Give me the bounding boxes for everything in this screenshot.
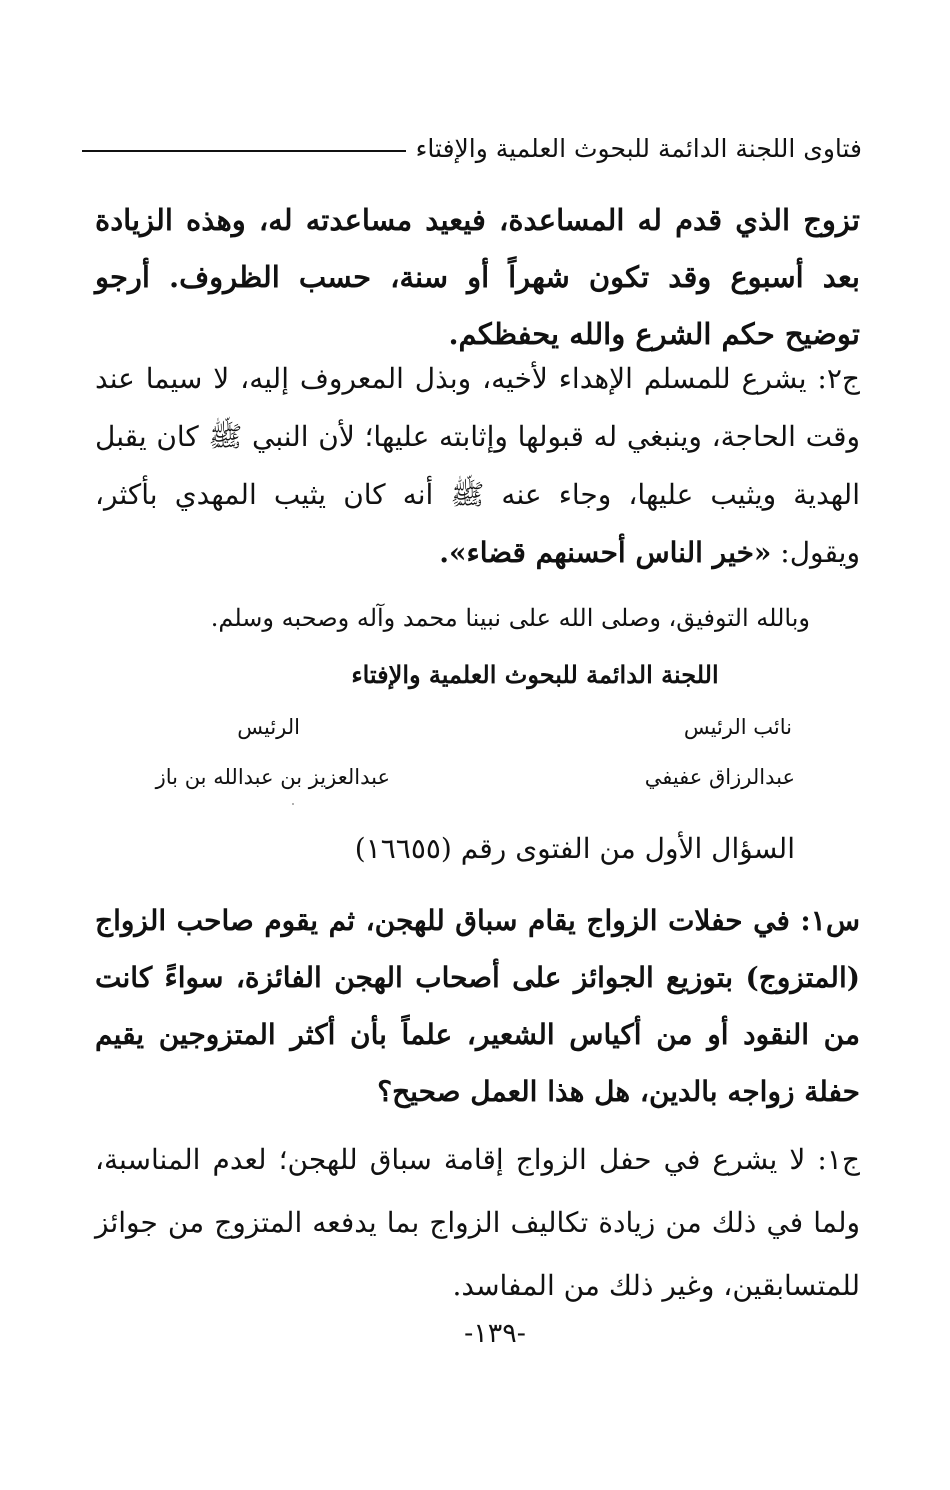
hadith-quote: «خير الناس أحسنهم قضاء». [439, 536, 772, 569]
print-speck [292, 803, 294, 805]
fatwa-heading: السؤال الأول من الفتوى رقم (١٦٦٥٥) [354, 832, 795, 865]
answer-2-text: ج٢: يشرع للمسلم الإهداء لأخيه، وبذل المعروف إليه، لا سيما عند وقت الحاجة، وينبغي له قبولها وإثابته عليها؛ لأن النبي ﷺ كان يقبل الهدية ويثيب عليها، وجاء عنه ﷺ أنه كان يثيب المهدي بأكثر، ويقول: [95, 362, 860, 569]
question-1: س١: في حفلات الزواج يقام سباق للهجن، ثم يقوم صاحب الزواج (المتزوج) بتوزيع الجوائز على أصحاب الهجن الفائزة، سواءً كانت من النقود أو من أكياس الشعير، علماً بأن أكثر المتزوجين يقيم حفلة زواجه بالدين، هل هذا العمل صحيح؟ [95, 904, 860, 1108]
question-continuation: تزوج الذي قدم له المساعدة، فيعيد مساعدته له، وهذه الزيادة بعد أسبوع وقد تكون شهراً أو سنة، حسب الظروف. أرجو توضيح حكم الشرع والله يحفظكم. [95, 203, 860, 351]
running-header-title: فتاوى اللجنة الدائمة للبحوث العلمية والإفتاء [415, 133, 862, 163]
page-number [0, 1318, 950, 1349]
page-number-text: -١٣٩- [464, 1318, 526, 1349]
chair-name: عبدالعزيز بن عبدالله بن باز [155, 765, 390, 789]
closing-formula: وبالله التوفيق، وصلى الله على نبينا محمد وآله وصحبه وسلم. [210, 604, 810, 632]
chair-title: الرئيس [237, 715, 300, 739]
header-rule [82, 150, 406, 152]
answer-1: ج١: لا يشرع في حفل الزواج إقامة سباق للهجن؛ لعدم المناسبة، ولما في ذلك من زيادة تكاليف الزواج بما يدفعه المتزوج من جوائز للمتسابقين، وغير ذلك من المفاسد. [95, 1143, 860, 1302]
vice-chair-name: عبدالرزاق عفيفي [644, 765, 795, 789]
committee-name-text: اللجنة الدائمة للبحوث العلمية والإفتاء [351, 660, 719, 689]
vice-chair-title: نائب الرئيس [683, 715, 792, 739]
committee-name [0, 660, 950, 689]
answer-2 [95, 350, 860, 582]
running-header [82, 128, 862, 168]
